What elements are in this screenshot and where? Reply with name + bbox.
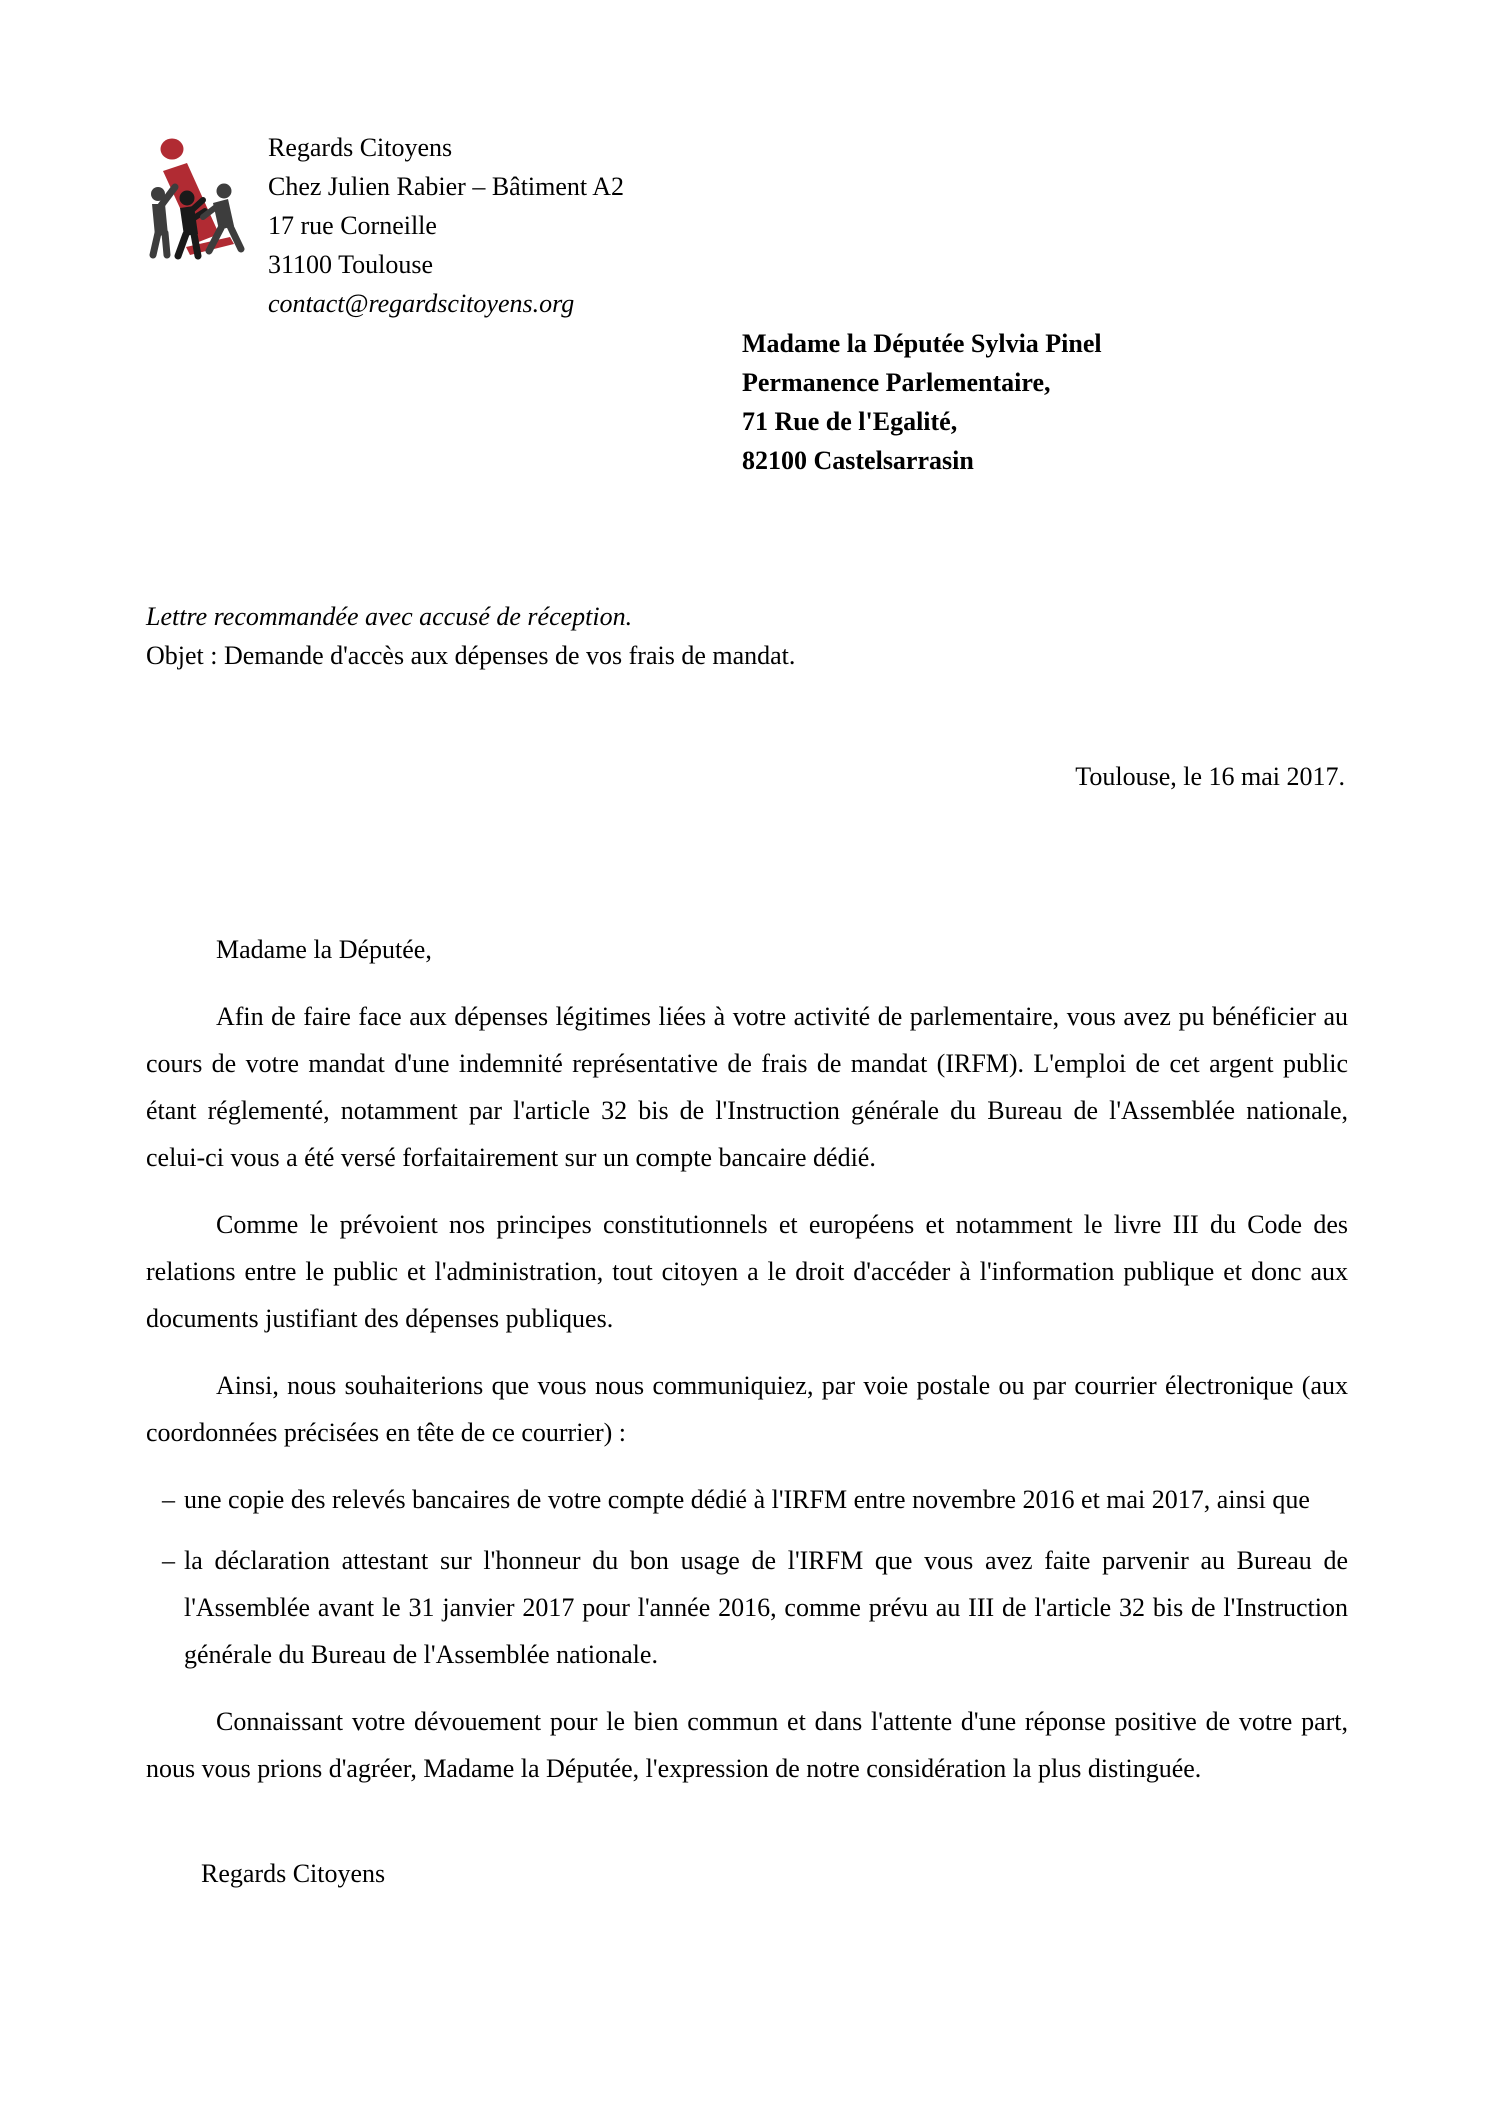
date-line: Toulouse, le 16 mai 2017. bbox=[1075, 762, 1345, 791]
paragraph-irfm-intro: Afin de faire face aux dépenses légitimes liées à votre activité de parlementaire, vous avez pu bénéficier au cours de votre mandat d'une indemnité représentative de frais de mandat (IRFM). L'emploi de cet argent public étant réglementé, notamment par l'article 32 bis de l'Instruction générale du Bureau de l'Assemblée nationale, celui-ci vous a été versé forfaitairement sur un compte bancaire dédié. bbox=[146, 1002, 1348, 1172]
sender-address-block bbox=[268, 126, 624, 323]
recipient-line: Permanence Parlementaire, bbox=[742, 368, 1051, 397]
salutation: Madame la Députée, bbox=[216, 935, 432, 964]
list-item-bank-statements bbox=[162, 1476, 1348, 1523]
sender-email: contact@regardscitoyens.org bbox=[268, 289, 575, 318]
dash-bullet: – bbox=[162, 1485, 175, 1514]
letter-body bbox=[146, 926, 1348, 1897]
sender-name: Regards Citoyens bbox=[268, 133, 453, 162]
recipient-line: 82100 Castelsarrasin bbox=[742, 446, 974, 475]
sender-address-line: Chez Julien Rabier – Bâtiment A2 bbox=[268, 172, 624, 201]
regards-citoyens-logo bbox=[102, 126, 252, 278]
registered-mail-notice: Lettre recommandée avec accusé de réception. bbox=[146, 602, 633, 631]
request-list bbox=[146, 1476, 1348, 1678]
list-item-declaration bbox=[162, 1537, 1348, 1678]
reference-block bbox=[146, 597, 795, 675]
sender-address-line: 31100 Toulouse bbox=[268, 250, 434, 279]
people-carrying-i-logo-icon bbox=[102, 126, 252, 278]
logo-right-figure-head bbox=[217, 184, 232, 199]
paragraph-request: Ainsi, nous souhaiterions que vous nous communiquiez, par voie postale ou par courrier électronique (aux coordonnées précisées en tête de ce courrier) : bbox=[146, 1371, 1348, 1447]
dash-bullet: – bbox=[162, 1546, 175, 1575]
list-item-text: la déclaration attestant sur l'honneur du bon usage de l'IRFM que vous avez faite parvenir au Bureau de l'Assemblée avant le 31 janvier 2017 pour l'année 2016, comme prévu au III de l'article 32 bis de l'Instruction générale du Bureau de l'Assemblée nationale. bbox=[184, 1546, 1348, 1669]
logo-left-figure-legs bbox=[153, 233, 167, 255]
signature: Regards Citoyens bbox=[201, 1859, 386, 1888]
list-item-text: une copie des relevés bancaires de votre compte dédié à l'IRFM entre novembre 2016 et mai 2017, ainsi que bbox=[184, 1485, 1310, 1514]
logo-middle-figure-head bbox=[180, 191, 195, 206]
recipient-address-block bbox=[742, 324, 1102, 480]
recipient-line: Madame la Députée Sylvia Pinel bbox=[742, 329, 1102, 358]
subject-line: Objet : Demande d'accès aux dépenses de vos frais de mandat. bbox=[146, 641, 796, 670]
recipient-line: 71 Rue de l'Egalité, bbox=[742, 407, 958, 436]
closing-paragraph: Connaissant votre dévouement pour le bien commun et dans l'attente d'une réponse positive de votre part, nous vous prions d'agréer, Madame la Députée, l'expression de notre considération la plus distinguée. bbox=[146, 1707, 1348, 1783]
paragraph-legal-basis: Comme le prévoient nos principes constitutionnels et européens et notamment le livre III du Code des relations entre le public et l'administration, tout citoyen a le droit d'accéder à l'information publique et donc aux documents justifiant des dépenses publiques. bbox=[146, 1210, 1348, 1333]
logo-i-dot bbox=[161, 139, 184, 160]
sender-address-line: 17 rue Corneille bbox=[268, 211, 437, 240]
letterhead bbox=[102, 126, 624, 323]
logo-middle-figure-legs bbox=[178, 234, 198, 256]
